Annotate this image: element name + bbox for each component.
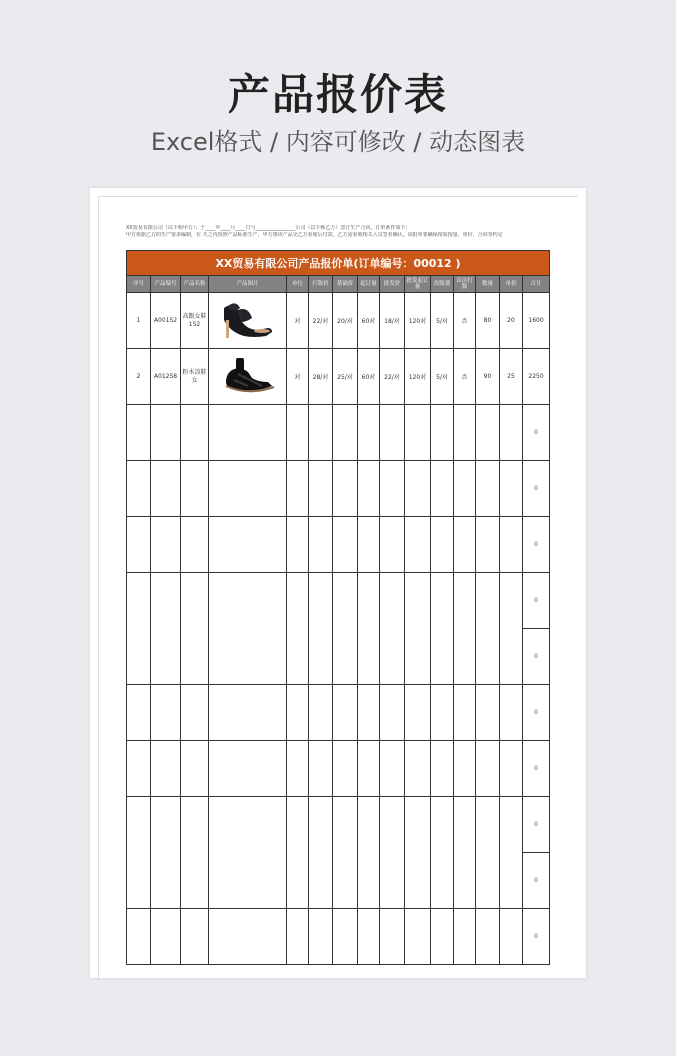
- cell-proof-price: 28/对: [309, 349, 333, 405]
- contract-intro: [126, 225, 548, 239]
- col-header-proof-price: 打版价: [309, 276, 333, 293]
- cell-image: [209, 293, 287, 349]
- table-row: [127, 405, 550, 461]
- col-header-moq: 起订量: [358, 276, 380, 293]
- cell-qty: 80: [476, 293, 500, 349]
- cell-first-proof: 否: [454, 293, 476, 349]
- cell-unit: 对: [287, 349, 309, 405]
- col-header-wholesale-moq: 批发起订量: [405, 276, 431, 293]
- col-header-qty: 数量: [476, 276, 500, 293]
- quote-sheet: [126, 250, 550, 965]
- col-header-code: 产品编号: [151, 276, 181, 293]
- cell-proof-price: 22/对: [309, 293, 333, 349]
- cell-total: 0: [523, 685, 550, 741]
- table-row: [127, 797, 550, 853]
- cell-code: A01258: [151, 349, 181, 405]
- cell-no: 2: [127, 349, 151, 405]
- cell-wholesale-moq: 120对: [405, 293, 431, 349]
- cell-unit-price: 25: [500, 349, 523, 405]
- col-header-unit-price: 单价: [500, 276, 523, 293]
- cell-total: 0: [523, 909, 550, 965]
- cell-moq: 60对: [358, 349, 380, 405]
- cell-total: 0: [523, 741, 550, 797]
- cell-wholesale: 18/对: [380, 293, 405, 349]
- cell-total: 0: [523, 405, 550, 461]
- table-row: [127, 293, 550, 349]
- cell-first-proof: 否: [454, 349, 476, 405]
- col-header-name: 产品名称: [181, 276, 209, 293]
- cell-name: 高跟女鞋152: [181, 293, 209, 349]
- cell-total: 0: [523, 853, 550, 909]
- table-row: [127, 461, 550, 517]
- cell-total: 0: [523, 797, 550, 853]
- col-header-mod-fee: 改版费: [431, 276, 454, 293]
- cell-mod-fee: 5/对: [431, 293, 454, 349]
- cell-image: [209, 349, 287, 405]
- cell-total: 1600: [523, 293, 550, 349]
- cell-total: 0: [523, 573, 550, 629]
- col-header-image: 产品图片: [209, 276, 287, 293]
- hero-title: 产品报价表: [227, 70, 448, 119]
- sheet-title: XX贸易有限公司产品报价单(订单编号：00012 ): [127, 251, 550, 276]
- cell-moq: 60对: [358, 293, 380, 349]
- table-row: [127, 349, 550, 405]
- table-row: [127, 909, 550, 965]
- col-header-first-proof: 首次打版: [454, 276, 476, 293]
- paper-top-rule: [98, 196, 578, 197]
- col-header-base-price: 基础价: [333, 276, 358, 293]
- cell-unit: 对: [287, 293, 309, 349]
- cell-total: 0: [523, 461, 550, 517]
- col-header-total: 合计: [523, 276, 550, 293]
- cell-qty: 90: [476, 349, 500, 405]
- paper-left-rule: [98, 196, 99, 978]
- cell-code: A00152: [151, 293, 181, 349]
- col-header-unit: 单位: [287, 276, 309, 293]
- cell-mod-fee: 5/对: [431, 349, 454, 405]
- table-row: [127, 741, 550, 797]
- cell-no: 1: [127, 293, 151, 349]
- table-row: [127, 517, 550, 573]
- cell-total: 0: [523, 517, 550, 573]
- table-row: [127, 573, 550, 629]
- intro-line-2: 甲方依据乙方的生产要求编制，在 天之内按照产品标准生产，甲方将该产品交乙方验收后付款，乙方需验收相关人员签名确认，该批单要确保按质按量，单价，合同等约定: [126, 232, 503, 238]
- cell-total: 0: [523, 629, 550, 685]
- cell-wholesale: 22/对: [380, 349, 405, 405]
- cell-name: 粉木凉鞋女: [181, 349, 209, 405]
- hero-subtitle: Excel格式 / 内容可修改 / 动态图表: [150, 128, 526, 156]
- intro-line-1: XX贸易有限公司（以下称甲方）；于____年____月____日与________________公司（以下称乙方）签订生产合同，订单条件如下：: [126, 225, 411, 231]
- cell-unit-price: 20: [500, 293, 523, 349]
- cell-base-price: 20/对: [333, 293, 358, 349]
- cell-wholesale-moq: 120对: [405, 349, 431, 405]
- high-heel-sandal-icon: [218, 300, 278, 342]
- col-header-wholesale: 批发价: [380, 276, 405, 293]
- table-row: [127, 685, 550, 741]
- cell-total: 2250: [523, 349, 550, 405]
- col-header-no: 序号: [127, 276, 151, 293]
- cell-base-price: 25/对: [333, 349, 358, 405]
- flat-strap-sandal-icon: [218, 356, 278, 398]
